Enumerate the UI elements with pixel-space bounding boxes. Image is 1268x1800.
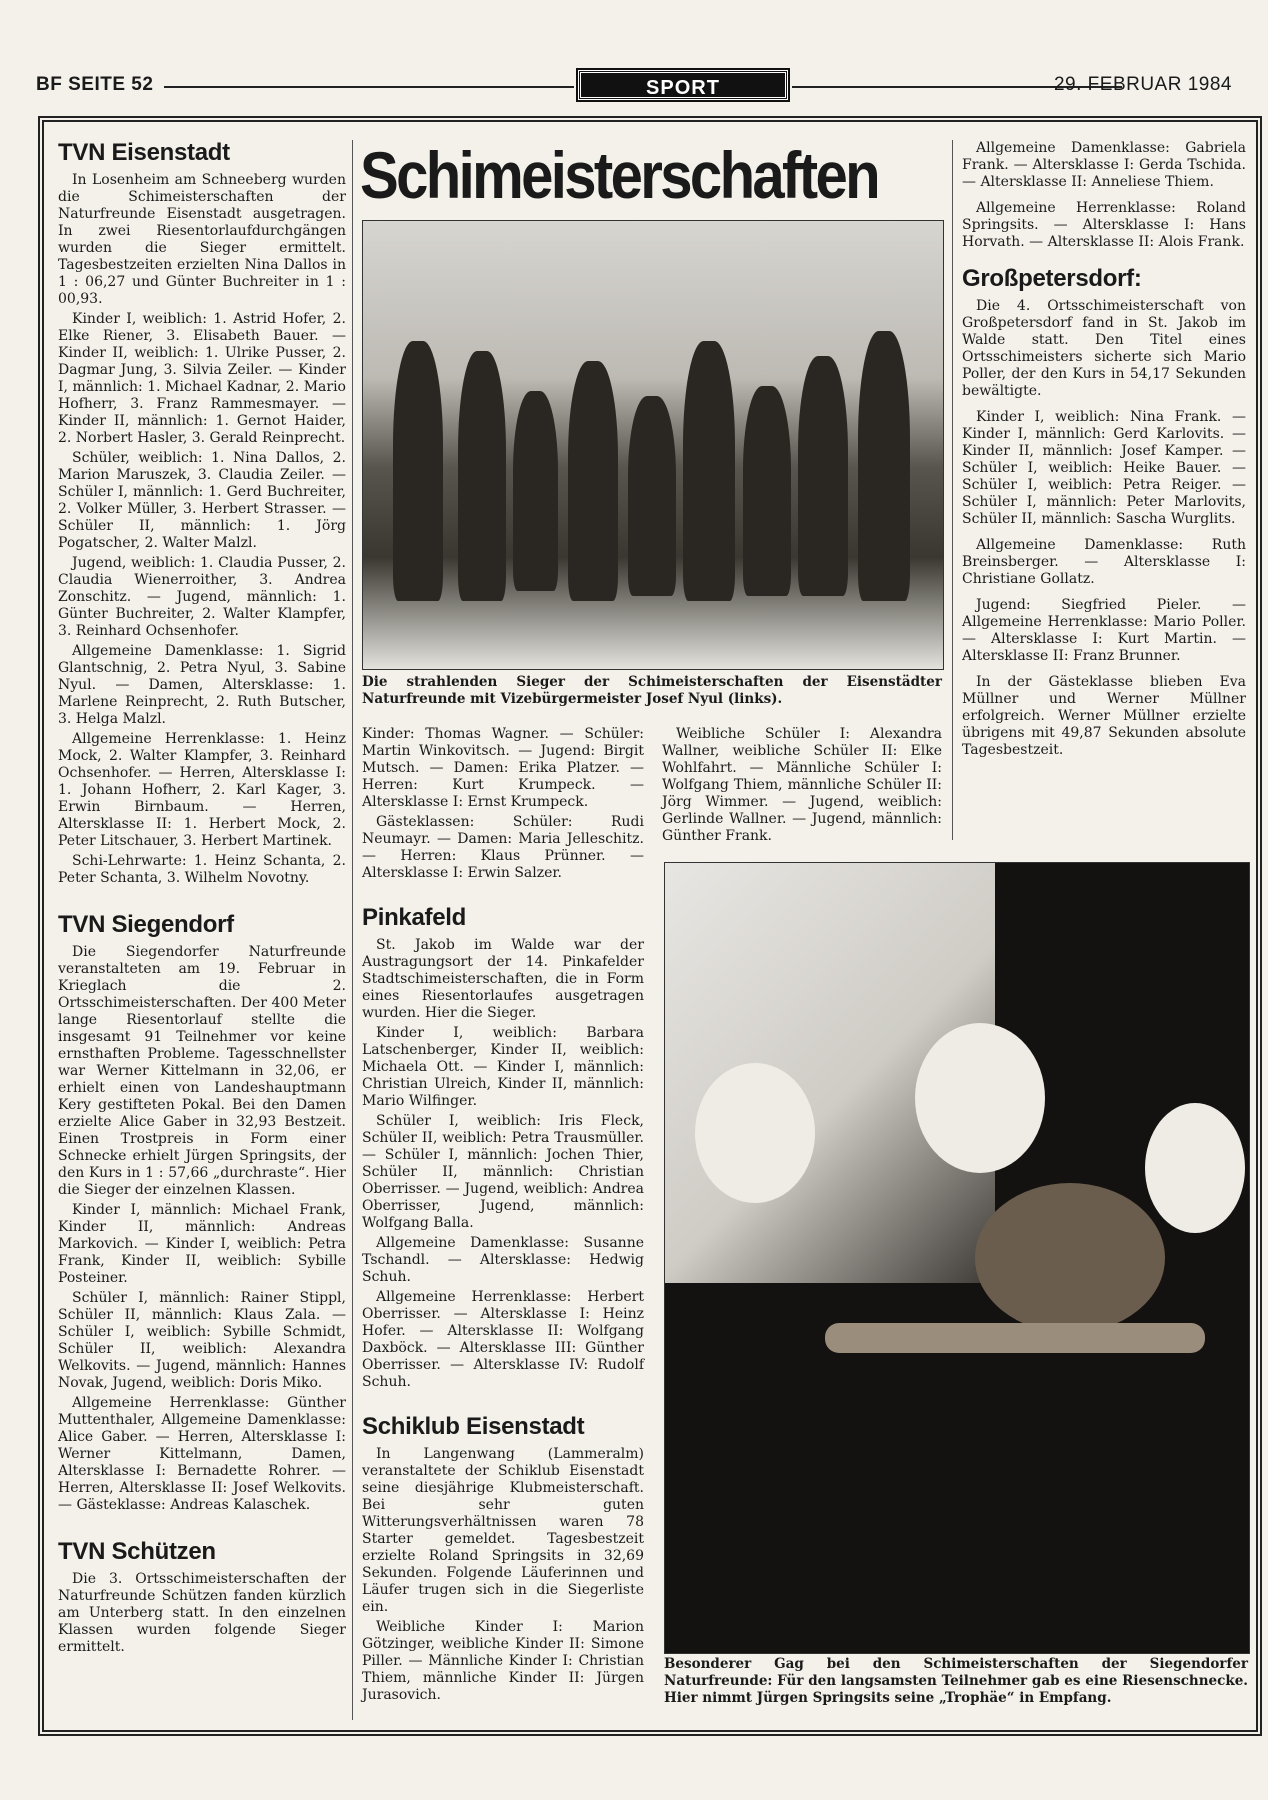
heading-grosspetersdorf: Großpetersdorf: bbox=[962, 265, 1142, 292]
heading-schiklub-eisenstadt: Schiklub Eisenstadt bbox=[362, 1413, 585, 1440]
paragraph: Die 3. Ortsschimeisterschaften der Naturfreunde Schützen fanden kürzlich am Unterberg statt. In den einzelnen Klassen wurden folgende Sieger ermittelt. bbox=[58, 1571, 346, 1655]
paragraph: Gästeklassen: Schüler: Rudi Neumayr. — Damen: Maria Jelleschitz. — Herren: Klaus Prünner. — Altersklasse I: Erwin Salzer. bbox=[362, 814, 644, 881]
heading-tvn-siegendorf: TVN Siegendorf bbox=[58, 911, 234, 938]
paragraph: Weibliche Schüler I: Alexandra Wallner, weibliche Schüler II: Elke Wohlfahrt. — Männliche Schüler I: Wolfgang Thiem, männliche Schüler II: Jörg Wimmer. — Jugend, weiblich: Gerlinde Wallner. — Jugend, männlich: Günther Frank. bbox=[662, 726, 942, 844]
section-label: SPORT bbox=[578, 70, 788, 100]
header-rule-left bbox=[164, 86, 574, 88]
article-title: Schimeisterschaften bbox=[360, 138, 878, 212]
column-2 bbox=[362, 726, 644, 1707]
paragraph: Weibliche Kinder I: Marion Götzinger, weibliche Kinder II: Simone Piller. — Männliche Kinder I: Christian Thiem, männliche Kinder II: Jürgen Jurasovich. bbox=[362, 1619, 644, 1703]
group-photo-caption: Die strahlenden Sieger der Schimeisterschaften der Eisenstädter Naturfreunde mit Vizebürgermeister Josef Nyul (links). bbox=[362, 674, 942, 707]
group-photo bbox=[362, 220, 944, 670]
paragraph: Schüler I, weiblich: Iris Fleck, Schüler II, weiblich: Petra Trausmüller. — Schüler I, männlich: Jochen Thier, Schüler II, männlich: Christian Oberrisser. — Jugend, weiblich: Andrea Oberrisser, Jugend, männlich: Wolfgang Balla. bbox=[362, 1113, 644, 1231]
column-divider bbox=[952, 140, 953, 840]
paragraph: Die 4. Ortsschimeisterschaft von Großpetersdorf fand in St. Jakob im Walde statt. Den Titel eines Ortsschimeisters sicherte sich Mario Poller, der den Kurs in 54,17 Sekunden bewältigte. bbox=[962, 298, 1246, 399]
paragraph: In Langenwang (Lammeralm) veranstaltete der Schiklub Eisenstadt seine diesjährige Klubmeisterschaft. Bei sehr guten Witterungsverhältnissen waren 78 Starter gemeldet. Tagesbestzeit erzielte Roland Springsits in 32,69 Sekunden. Folgende Läuferinnen und Läufer trugen sich in die Siegerliste ein. bbox=[362, 1446, 644, 1615]
paragraph: Kinder I, männlich: Michael Frank, Kinder II, männlich: Andreas Markovich. — Kinder I, weiblich: Petra Frank, Kinder II, weiblich: Sybille Posteiner. bbox=[58, 1202, 346, 1286]
paragraph: Schi-Lehrwarte: 1. Heinz Schanta, 2. Peter Schanta, 3. Wilhelm Novotny. bbox=[58, 853, 346, 886]
paragraph: Allgemeine Herrenklasse: 1. Heinz Mock, 2. Walter Klampfer, 3. Reinhard Ochsenhofer. — Herren, Altersklasse I: 1. Johann Hofherr, 2. Karl Kager, 3. Erwin Birnbaum. — Herren, Altersklasse II: 1. Herbert Mock, 2. Peter Litschauer, 3. Herbert Martinek. bbox=[58, 731, 346, 849]
paragraph: St. Jakob im Walde war der Austragungsort der 14. Pinkafelder Stadtschimeisterschaften, die in Form eines Riesentorlaufes ausgetragen wurden. Hier die Sieger. bbox=[362, 937, 644, 1021]
heading-tvn-schuetzen: TVN Schützen bbox=[58, 1538, 216, 1565]
page-number: BF SEITE 52 bbox=[36, 74, 154, 95]
column-2b bbox=[662, 726, 942, 848]
paragraph: Schüler, weiblich: 1. Nina Dallos, 2. Marion Maruszek, 3. Claudia Zeiler. — Schüler I, männlich: 1. Gerd Buchreiter, 2. Volker Müller, 3. Herbert Strasser. — Schüler II, männlich: 1. Jörg Pogatscher, 2. Walter Malzl. bbox=[58, 450, 346, 551]
snail-trophy-photo bbox=[664, 862, 1250, 1654]
column-divider bbox=[352, 140, 353, 1720]
paragraph: Die Siegendorfer Naturfreunde veranstalteten am 19. Februar in Krieglach die 2. Ortsschimeisterschaften. Der 400 Meter lange Riesentorlauf stellte die insgesamt 91 Teilnehmer vor keine ernsthaften Probleme. Tagesschnellster war Werner Kittelmann in 32,06, er erhielt einen von Landeshauptmann Kery gestifteten Pokal. Bei den Damen erzielte Alice Gaber in 32,93 Bestzeit. Einen Trostpreis in Form einer Schnecke erhielt Jürgen Springsits, der den Kurs in 1 : 57,66 „durchraste“. Hier die Sieger der einzelnen Klassen. bbox=[58, 944, 346, 1198]
snail-photo-caption: Besonderer Gag bei den Schimeisterschaften der Siegendorfer Naturfreunde: Für den langsamsten Teilnehmer gab es eine Riesenschnecke. Hier nimmt Jürgen Springsits seine „Trophäe“ in Empfang. bbox=[664, 1656, 1248, 1706]
paragraph: Kinder I, weiblich: 1. Astrid Hofer, 2. Elke Riener, 3. Elisabeth Bauer. — Kinder II, weiblich: 1. Ulrike Pusser, 2. Dagmar Jung, 3. Silvia Zeiler. — Kinder I, männlich: 1. Michael Kadnar, 2. Mario Hofherr, 3. Franz Rammesmayer. — Kinder II, männlich: 1. Gernot Haider, 2. Norbert Hasler, 3. Gerald Reinprecht. bbox=[58, 311, 346, 446]
paragraph: Jugend: Siegfried Pieler. — Allgemeine Herrenklasse: Mario Poller. — Altersklasse I: Kurt Martin. — Altersklasse II: Franz Brunner. bbox=[962, 597, 1246, 664]
paragraph: Allgemeine Herrenklasse: Roland Springsits. — Altersklasse I: Hans Horvath. — Altersklasse II: Alois Frank. bbox=[962, 200, 1246, 250]
page-header bbox=[36, 70, 1232, 98]
paragraph: In Losenheim am Schneeberg wurden die Schimeisterschaften der Naturfreunde Eisenstadt ausgetragen. In zwei Riesentorlaufdurchgängen wurden die Sieger ermittelt. Tagesbestzeiten erzielten Nina Dallos in 1 : 06,27 und Günter Buchreiter in 1 : 00,93. bbox=[58, 172, 346, 307]
paragraph: Kinder: Thomas Wagner. — Schüler: Martin Winkovitsch. — Jugend: Birgit Mutsch. — Damen: Erika Platzer. — Herren: Kurt Krumpeck. — Altersklasse I: Ernst Krumpeck. bbox=[362, 726, 644, 810]
paragraph: Allgemeine Herrenklasse: Günther Muttenthaler, Allgemeine Damenklasse: Alice Gaber. — Herren, Altersklasse I: Werner Kittelmann, Damen, Altersklasse I: Bernadette Rohrer. — Herren, Altersklasse II: Josef Welkovits. — Gästeklasse: Andreas Kalaschek. bbox=[58, 1395, 346, 1513]
paragraph: Allgemeine Damenklasse: Ruth Breinsberger. — Altersklasse I: Christiane Gollatz. bbox=[962, 537, 1246, 587]
column-1 bbox=[58, 140, 346, 1659]
paragraph: Allgemeine Damenklasse: Gabriela Frank. — Altersklasse I: Gerda Tschida. — Altersklasse II: Anneliese Thiem. bbox=[962, 140, 1246, 190]
heading-pinkafeld: Pinkafeld bbox=[362, 904, 466, 931]
paragraph: Schüler I, männlich: Rainer Stippl, Schüler II, männlich: Klaus Zala. — Schüler I, weiblich: Sybille Schmidt, Schüler II, weiblich: Alexandra Welkovits. — Jugend, männlich: Hannes Novak, Jugend, weiblich: Doris Miko. bbox=[58, 1290, 346, 1391]
paragraph: Allgemeine Damenklasse: 1. Sigrid Glantschnig, 2. Petra Nyul, 3. Sabine Nyul. — Damen, Altersklasse: 1. Marlene Reinprecht, 2. Ruth Butscher, 3. Helga Malzl. bbox=[58, 643, 346, 727]
paragraph: Allgemeine Herrenklasse: Herbert Oberrisser. — Altersklasse I: Heinz Hofer. — Altersklasse II: Wolfgang Daxböck. — Altersklasse III: Günther Oberrisser. — Altersklasse IV: Rudolf Schuh. bbox=[362, 1289, 644, 1390]
paragraph: Allgemeine Damenklasse: Susanne Tschandl. — Altersklasse: Hedwig Schuh. bbox=[362, 1235, 644, 1285]
heading-tvn-eisenstadt: TVN Eisenstadt bbox=[58, 139, 230, 166]
paragraph: Kinder I, weiblich: Nina Frank. — Kinder I, männlich: Gerd Karlovits. — Kinder II, männlich: Josef Kamper. — Schüler I, weiblich: Heike Bauer. — Schüler I, weiblich: Petra Reiger. — Schüler I, männlich: Peter Marlovits, Schüler II, männlich: Sascha Wurglits. bbox=[962, 409, 1246, 527]
column-3 bbox=[962, 140, 1246, 762]
paragraph: In der Gästeklasse blieben Eva Müllner und Werner Müllner erfolgreich. Werner Müllner erzielte übrigens mit 49,87 Sekunden absolute Tagesbestzeit. bbox=[962, 674, 1246, 758]
paragraph: Jugend, weiblich: 1. Claudia Pusser, 2. Claudia Wienerroither, 3. Andrea Zonschitz. — Jugend, männlich: 1. Günter Buchreiter, 2. Walter Klampfer, 3. Reinhard Ochsenhofer. bbox=[58, 555, 346, 639]
paragraph: Kinder I, weiblich: Barbara Latschenberger, Kinder II, weiblich: Michaela Ott. — Kinder I, männlich: Christian Ulreich, Kinder II, männlich: Mario Wilfinger. bbox=[362, 1025, 644, 1109]
issue-date: 29. FEBRUAR 1984 bbox=[1053, 74, 1232, 95]
